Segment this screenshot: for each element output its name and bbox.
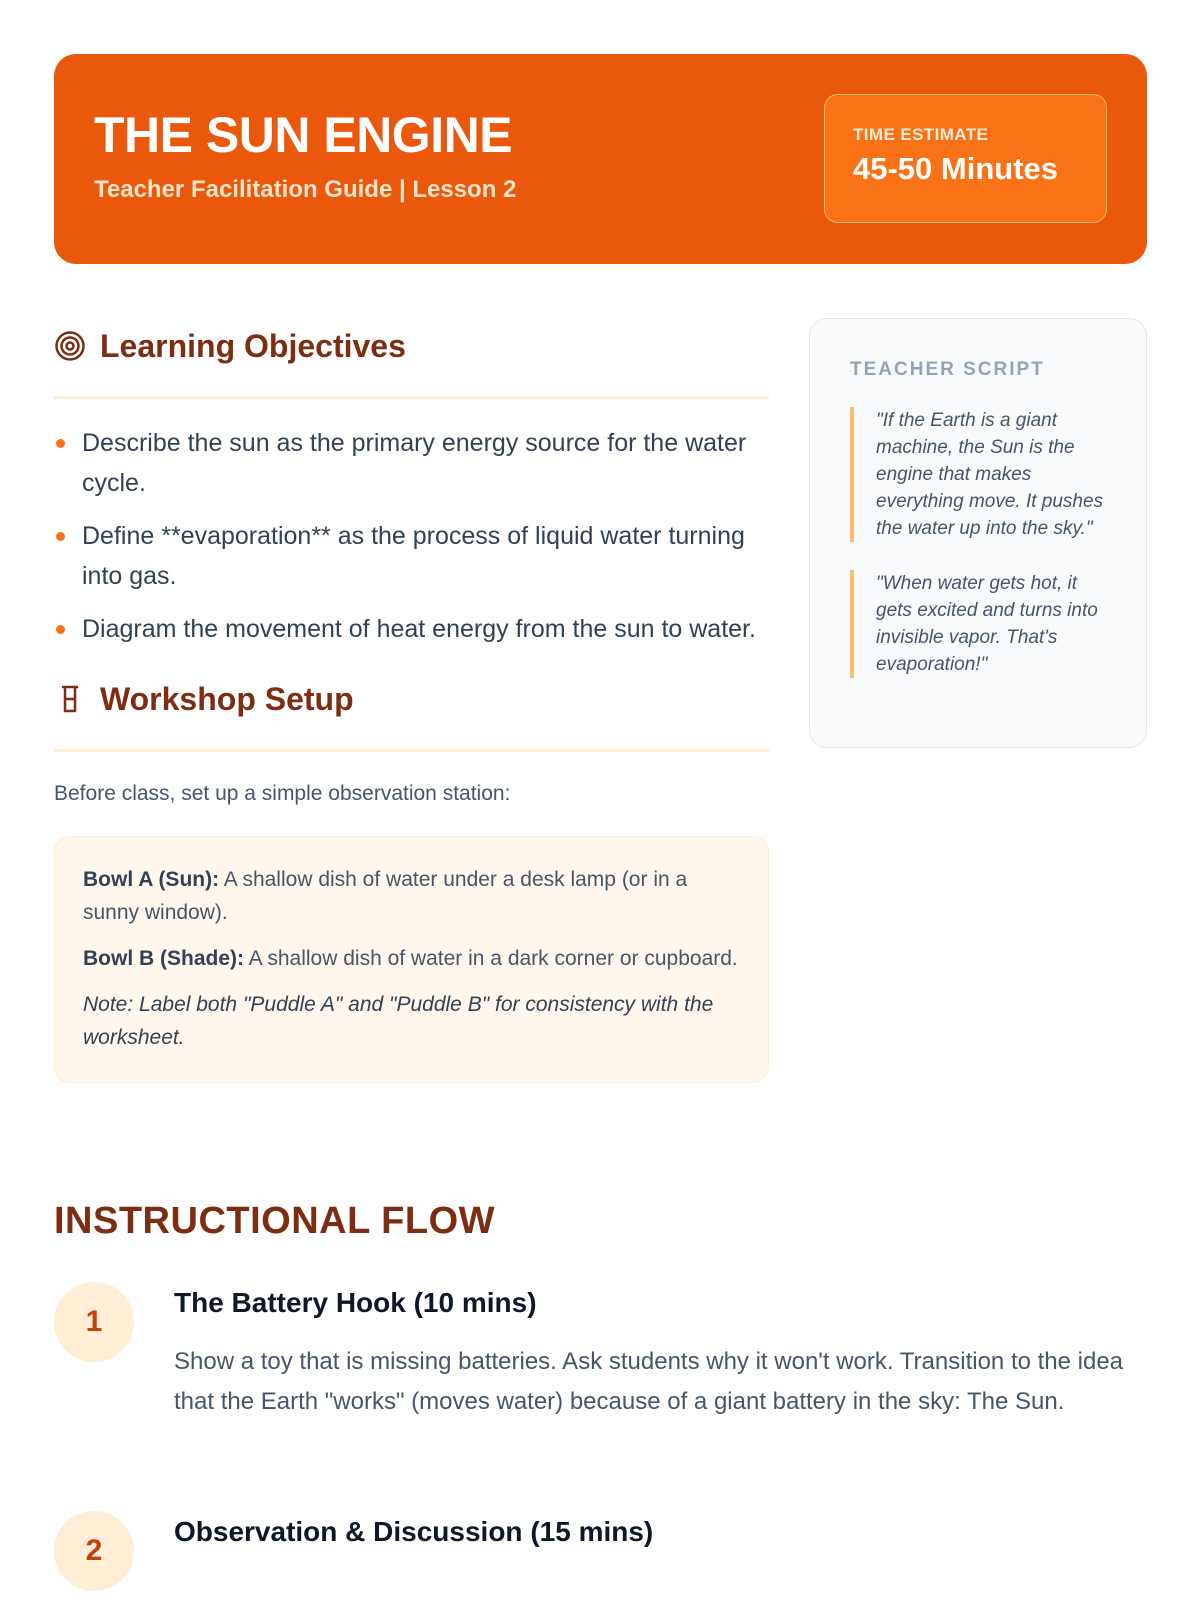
setup-box [54,836,769,1083]
step-title: Observation & Discussion (15 mins) [174,1516,654,1547]
setup-heading [54,671,769,752]
bowl-b-label: Bowl B (Shade): [83,947,244,970]
list-item [54,609,769,649]
bullet-dot [56,532,65,541]
main-column [54,318,769,1083]
objectives-heading [54,318,769,399]
bullet-dot [56,625,65,634]
sidebar-column [809,318,1147,748]
header-banner [54,54,1147,264]
objectives-title: Learning Objectives [100,327,406,364]
setup-intro: Before class, set up a simple observation station: [54,782,511,805]
bowl-a-label: Bowl A (Sun): [83,868,220,891]
step-number-badge: 1 [54,1282,134,1362]
bowl-b-line [83,942,740,975]
page-title: THE SUN ENGINE [94,107,513,163]
setup-note: Note: Label both "Puddle A" and "Puddle B" for consistency with the worksheet. [83,993,714,1049]
objective-text: Diagram the movement of heat energy from the sun to water. [82,615,756,643]
bowl-a-line [83,863,740,929]
teacher-script-label: TEACHER SCRIPT [850,359,1045,380]
step-title: The Battery Hook (10 mins) [174,1287,537,1318]
bowl-a-text: A shallow dish of water under a desk lamp (or in a sunny window). [83,868,688,924]
objectives-list [54,423,769,649]
teacher-script-card [809,318,1147,748]
setup-title: Workshop Setup [100,680,354,717]
time-estimate-badge [824,94,1107,223]
content-columns [54,318,1147,1168]
objective-text: Define **evaporation** as the process of liquid water turning into gas. [82,522,745,590]
flow-title: INSTRUCTIONAL FLOW [54,1200,496,1242]
script-quote: "When water gets hot, it gets excited and turns into invisible vapor. That's evaporation!" [850,570,1106,678]
list-item [54,423,769,503]
time-estimate-value: 45-50 Minutes [853,151,1059,186]
step-number-badge: 2 [54,1511,134,1591]
list-item [54,516,769,596]
bowl-b-text: A shallow dish of water in a dark corner or cupboard. [244,947,738,970]
bullet-dot [56,439,65,448]
target-icon [54,330,86,362]
beaker-icon [54,683,86,715]
page-subtitle: Teacher Facilitation Guide | Lesson 2 [94,176,517,203]
objective-text: Describe the sun as the primary energy source for the water cycle. [82,429,747,497]
script-quote: "If the Earth is a giant machine, the Sun is the engine that makes everything move. It pushes the water up into the sky." [850,407,1106,542]
time-estimate-label: TIME ESTIMATE [853,125,989,144]
step-body: Show a toy that is missing batteries. Ask students why it won't work. Transition to the idea that the Earth "works" (moves water) because of a giant battery in the sky: The Sun. [174,1348,1124,1415]
